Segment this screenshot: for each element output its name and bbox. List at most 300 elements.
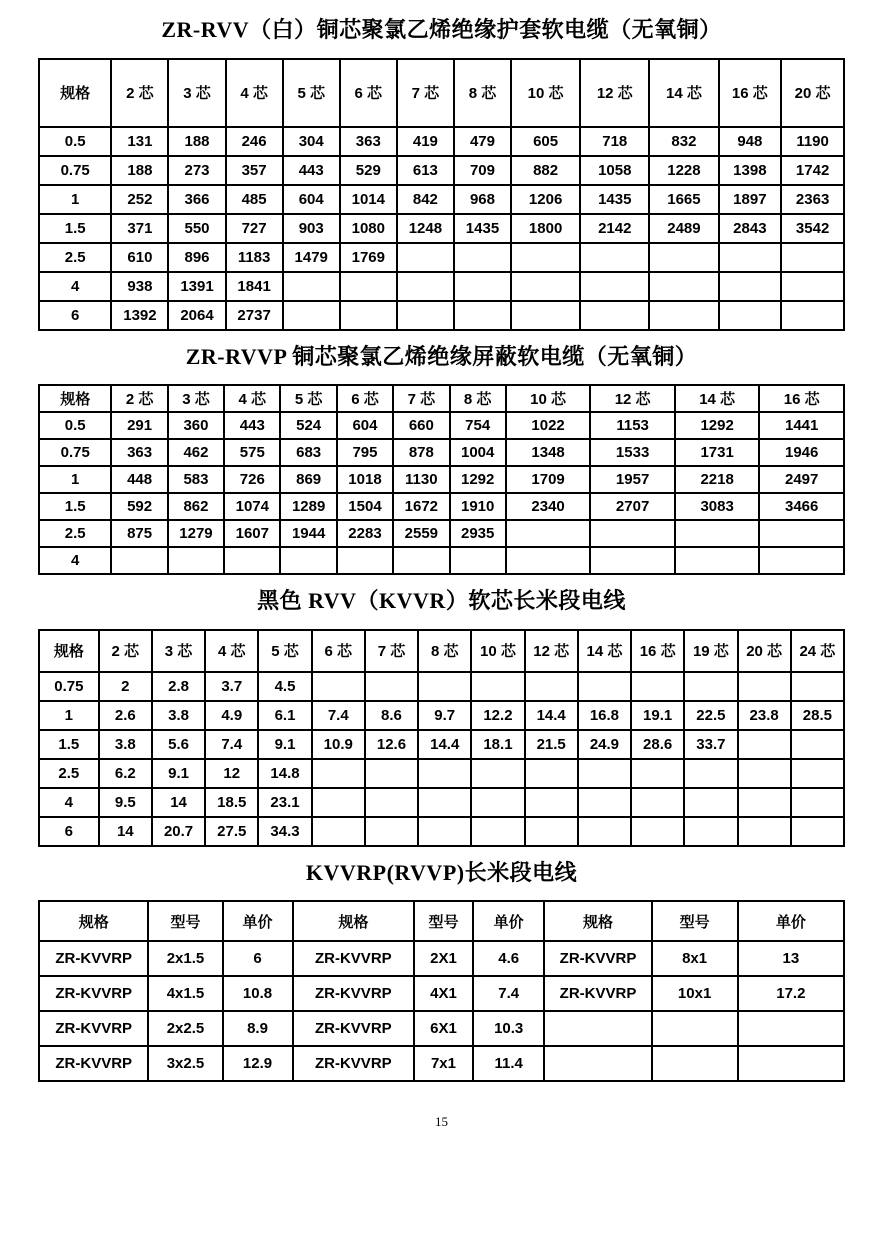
value-cell — [224, 547, 280, 574]
value-cell: 896 — [168, 243, 225, 272]
value-cell: 188 — [111, 156, 168, 185]
value-cell — [397, 272, 454, 301]
value-cell: 7.4 — [205, 730, 258, 759]
column-header: 5 芯 — [258, 630, 311, 672]
value-cell: 1190 — [781, 127, 844, 156]
value-cell — [590, 520, 675, 547]
value-cell: 4.5 — [258, 672, 311, 701]
value-cell: 1130 — [393, 466, 449, 493]
spec-cell: 1 — [39, 701, 99, 730]
value-cell: 14 — [99, 817, 152, 846]
value-cell — [684, 788, 737, 817]
column-header: 4 芯 — [224, 385, 280, 412]
column-header: 2 芯 — [99, 630, 152, 672]
value-cell: 33.7 — [684, 730, 737, 759]
value-cell: 7.4 — [312, 701, 365, 730]
spec-cell: ZR-KVVRP — [39, 1011, 148, 1046]
value-cell: 3.8 — [99, 730, 152, 759]
value-cell — [280, 547, 336, 574]
value-cell: 14.4 — [525, 701, 578, 730]
value-cell — [738, 817, 791, 846]
spec-cell: 0.75 — [39, 439, 111, 466]
column-header: 24 芯 — [791, 630, 844, 672]
column-header: 7 芯 — [397, 59, 454, 127]
value-cell — [719, 243, 782, 272]
column-header: 7 芯 — [393, 385, 449, 412]
value-cell — [168, 547, 224, 574]
value-cell — [791, 672, 844, 701]
value-cell: 291 — [111, 412, 167, 439]
value-cell — [283, 301, 340, 330]
value-cell — [365, 759, 418, 788]
table-row — [39, 788, 844, 817]
table-row — [39, 214, 844, 243]
value-cell: 2.6 — [99, 701, 152, 730]
value-cell — [418, 788, 471, 817]
spec-cell: 4 — [39, 272, 111, 301]
column-header: 14 芯 — [675, 385, 760, 412]
value-cell: 12.2 — [471, 701, 524, 730]
value-cell: 862 — [168, 493, 224, 520]
value-cell: 9.1 — [258, 730, 311, 759]
value-cell: 1292 — [675, 412, 760, 439]
value-cell: 18.1 — [471, 730, 524, 759]
column-header: 5 芯 — [283, 59, 340, 127]
value-cell — [675, 547, 760, 574]
value-cell: 2497 — [759, 466, 844, 493]
column-header: 7 芯 — [365, 630, 418, 672]
value-cell: 2707 — [590, 493, 675, 520]
value-cell: 4.9 — [205, 701, 258, 730]
table-row — [39, 493, 844, 520]
value-cell — [791, 759, 844, 788]
value-cell: 10x1 — [652, 976, 738, 1011]
value-cell — [525, 817, 578, 846]
value-cell — [738, 1011, 844, 1046]
column-header: 6 芯 — [312, 630, 365, 672]
spec-cell: 2.5 — [39, 520, 111, 547]
value-cell — [580, 301, 649, 330]
value-cell: 363 — [111, 439, 167, 466]
column-header: 20 芯 — [781, 59, 844, 127]
value-cell: ZR-KVVRP — [293, 1011, 415, 1046]
value-cell — [397, 243, 454, 272]
spec-cell: 0.5 — [39, 127, 111, 156]
value-cell — [684, 817, 737, 846]
column-header: 12 芯 — [580, 59, 649, 127]
value-cell: 273 — [168, 156, 225, 185]
value-cell — [418, 672, 471, 701]
value-cell: 1665 — [649, 185, 718, 214]
value-cell: 7x1 — [414, 1046, 473, 1081]
table-row — [39, 817, 844, 846]
value-cell: 2935 — [450, 520, 506, 547]
document-page — [38, 16, 845, 1130]
value-cell: 1897 — [719, 185, 782, 214]
value-cell — [544, 1011, 651, 1046]
column-header: 3 芯 — [168, 59, 225, 127]
value-cell: 1289 — [280, 493, 336, 520]
value-cell: 252 — [111, 185, 168, 214]
value-cell — [791, 788, 844, 817]
column-header: 规格 — [39, 385, 111, 412]
spec-cell: 2.5 — [39, 759, 99, 788]
column-header: 16 芯 — [759, 385, 844, 412]
value-cell: 795 — [337, 439, 393, 466]
column-header: 14 芯 — [649, 59, 718, 127]
spec-cell: 1.5 — [39, 493, 111, 520]
value-cell — [365, 817, 418, 846]
value-cell — [738, 788, 791, 817]
value-cell: 709 — [454, 156, 511, 185]
table-row — [39, 156, 844, 185]
value-cell — [791, 817, 844, 846]
header-row — [39, 630, 844, 672]
value-cell: 1504 — [337, 493, 393, 520]
value-cell — [544, 1046, 651, 1081]
value-cell — [631, 759, 684, 788]
column-header: 单价 — [223, 901, 293, 941]
table-row — [39, 185, 844, 214]
table-title: KVVRP(RVVP)长米段电线 — [305, 859, 578, 885]
value-cell: 604 — [283, 185, 340, 214]
value-cell — [738, 759, 791, 788]
table-row — [39, 1011, 844, 1046]
column-header: 6 芯 — [340, 59, 397, 127]
value-cell: 363 — [340, 127, 397, 156]
value-cell: 2559 — [393, 520, 449, 547]
spec-cell: ZR-KVVRP — [39, 976, 148, 1011]
value-cell: 1004 — [450, 439, 506, 466]
value-cell: 9.7 — [418, 701, 471, 730]
value-cell: 2142 — [580, 214, 649, 243]
value-cell: 1014 — [340, 185, 397, 214]
value-cell: 1074 — [224, 493, 280, 520]
value-cell: 550 — [168, 214, 225, 243]
value-cell: 12.6 — [365, 730, 418, 759]
value-cell: 3083 — [675, 493, 760, 520]
value-cell: ZR-KVVRP — [544, 941, 651, 976]
value-cell — [283, 272, 340, 301]
table-row — [39, 976, 844, 1011]
value-cell: 605 — [511, 127, 580, 156]
value-cell — [450, 547, 506, 574]
value-cell: 12.9 — [223, 1046, 293, 1081]
value-cell — [393, 547, 449, 574]
value-cell: 2x2.5 — [148, 1011, 222, 1046]
value-cell: 360 — [168, 412, 224, 439]
spec-cell: 4 — [39, 547, 111, 574]
value-cell — [511, 243, 580, 272]
value-cell — [471, 788, 524, 817]
table-row — [39, 466, 844, 493]
value-cell: 2489 — [649, 214, 718, 243]
column-header: 型号 — [414, 901, 473, 941]
value-cell: 1348 — [506, 439, 591, 466]
value-cell: 462 — [168, 439, 224, 466]
value-cell — [631, 672, 684, 701]
value-cell: 4.6 — [473, 941, 545, 976]
value-cell: 21.5 — [525, 730, 578, 759]
value-cell — [511, 272, 580, 301]
value-cell — [684, 672, 737, 701]
column-header: 3 芯 — [152, 630, 205, 672]
value-cell: 24.9 — [578, 730, 631, 759]
table-title: ZR-RVVP 铜芯聚氯乙烯绝缘屏蔽软电缆（无氧铜） — [185, 343, 698, 369]
column-header: 规格 — [39, 630, 99, 672]
column-header: 规格 — [293, 901, 415, 941]
value-cell — [365, 672, 418, 701]
value-cell — [781, 301, 844, 330]
value-cell: 10.8 — [223, 976, 293, 1011]
value-cell: 1479 — [283, 243, 340, 272]
value-cell — [781, 243, 844, 272]
value-cell: 948 — [719, 127, 782, 156]
value-cell: 754 — [450, 412, 506, 439]
table-row — [39, 127, 844, 156]
value-cell — [471, 759, 524, 788]
value-cell: 448 — [111, 466, 167, 493]
value-cell: 1292 — [450, 466, 506, 493]
table-row — [39, 759, 844, 788]
value-cell: 443 — [283, 156, 340, 185]
table-row — [39, 272, 844, 301]
spec-cell: ZR-KVVRP — [39, 1046, 148, 1081]
section-kvvrp — [38, 859, 845, 1083]
value-cell: 9.5 — [99, 788, 152, 817]
value-cell — [525, 788, 578, 817]
table-row — [39, 701, 844, 730]
value-cell: 878 — [393, 439, 449, 466]
value-cell: 8x1 — [652, 941, 738, 976]
column-header: 16 芯 — [719, 59, 782, 127]
value-cell: 1742 — [781, 156, 844, 185]
column-header: 6 芯 — [337, 385, 393, 412]
value-cell: 6.2 — [99, 759, 152, 788]
value-cell — [719, 301, 782, 330]
value-cell: 3.7 — [205, 672, 258, 701]
table-row — [39, 412, 844, 439]
value-cell: ZR-KVVRP — [293, 1046, 415, 1081]
value-cell: 903 — [283, 214, 340, 243]
value-cell: 2 — [99, 672, 152, 701]
value-cell: 419 — [397, 127, 454, 156]
value-cell: 583 — [168, 466, 224, 493]
column-header: 14 芯 — [578, 630, 631, 672]
table-row — [39, 730, 844, 759]
value-cell — [312, 788, 365, 817]
column-header: 单价 — [738, 901, 844, 941]
value-cell: 479 — [454, 127, 511, 156]
value-cell: 9.1 — [152, 759, 205, 788]
value-cell: 304 — [283, 127, 340, 156]
value-cell: 1607 — [224, 520, 280, 547]
value-cell: 1910 — [450, 493, 506, 520]
value-cell — [312, 672, 365, 701]
value-cell: 718 — [580, 127, 649, 156]
column-header: 12 芯 — [590, 385, 675, 412]
value-cell: 1279 — [168, 520, 224, 547]
value-cell: 832 — [649, 127, 718, 156]
value-cell — [525, 759, 578, 788]
value-cell: 727 — [226, 214, 283, 243]
value-cell: 34.3 — [258, 817, 311, 846]
value-cell: 14.8 — [258, 759, 311, 788]
value-cell: 869 — [280, 466, 336, 493]
value-cell: 20.7 — [152, 817, 205, 846]
column-header: 单价 — [473, 901, 545, 941]
value-cell: 604 — [337, 412, 393, 439]
value-cell: 613 — [397, 156, 454, 185]
value-cell — [580, 272, 649, 301]
value-cell: ZR-KVVRP — [293, 941, 415, 976]
table-row — [39, 301, 844, 330]
value-cell — [759, 547, 844, 574]
value-cell: 842 — [397, 185, 454, 214]
column-header: 2 芯 — [111, 59, 168, 127]
value-cell — [675, 520, 760, 547]
value-cell: 2737 — [226, 301, 283, 330]
value-cell: 3542 — [781, 214, 844, 243]
value-cell: 6 — [223, 941, 293, 976]
column-header: 16 芯 — [631, 630, 684, 672]
value-cell — [578, 672, 631, 701]
value-cell: 2x1.5 — [148, 941, 222, 976]
value-cell: ZR-KVVRP — [293, 976, 415, 1011]
table-row — [39, 520, 844, 547]
value-cell — [684, 759, 737, 788]
column-header: 3 芯 — [168, 385, 224, 412]
value-cell: 1183 — [226, 243, 283, 272]
value-cell: 1391 — [168, 272, 225, 301]
value-cell: 22.5 — [684, 701, 737, 730]
table-row — [39, 547, 844, 574]
value-cell: 1022 — [506, 412, 591, 439]
value-cell: 23.8 — [738, 701, 791, 730]
value-cell — [578, 759, 631, 788]
header-row — [39, 385, 844, 412]
value-cell — [631, 817, 684, 846]
page-number: 15 — [435, 1114, 448, 1129]
value-cell: 726 — [224, 466, 280, 493]
value-cell: 2340 — [506, 493, 591, 520]
value-cell: 1957 — [590, 466, 675, 493]
value-cell — [652, 1046, 738, 1081]
value-cell: 1731 — [675, 439, 760, 466]
table-title: ZR-RVV（白）铜芯聚氯乙烯绝缘护套软电缆（无氧铜） — [161, 17, 722, 42]
value-cell: 19.1 — [631, 701, 684, 730]
value-cell — [580, 243, 649, 272]
value-cell: 11.4 — [473, 1046, 545, 1081]
value-cell: 882 — [511, 156, 580, 185]
value-cell: 1769 — [340, 243, 397, 272]
table-row — [39, 941, 844, 976]
value-cell — [590, 547, 675, 574]
spec-cell: 2.5 — [39, 243, 111, 272]
section-zr-rvv — [38, 16, 845, 331]
spec-cell: 0.5 — [39, 412, 111, 439]
value-cell: 366 — [168, 185, 225, 214]
value-cell: 18.5 — [205, 788, 258, 817]
column-header: 4 芯 — [205, 630, 258, 672]
value-cell: 575 — [224, 439, 280, 466]
value-cell: 1080 — [340, 214, 397, 243]
spec-cell: 1 — [39, 466, 111, 493]
value-cell: 16.8 — [578, 701, 631, 730]
value-cell: 529 — [340, 156, 397, 185]
value-cell: 2.8 — [152, 672, 205, 701]
value-cell: 3x2.5 — [148, 1046, 222, 1081]
value-cell: 131 — [111, 127, 168, 156]
value-cell: 2218 — [675, 466, 760, 493]
value-cell — [454, 272, 511, 301]
value-cell — [340, 272, 397, 301]
value-cell — [781, 272, 844, 301]
value-cell — [454, 301, 511, 330]
value-cell: 875 — [111, 520, 167, 547]
column-header: 型号 — [652, 901, 738, 941]
value-cell: 188 — [168, 127, 225, 156]
value-cell: 7.4 — [473, 976, 545, 1011]
value-cell: 357 — [226, 156, 283, 185]
value-cell: 443 — [224, 412, 280, 439]
table-row — [39, 672, 844, 701]
value-cell — [471, 672, 524, 701]
value-cell — [719, 272, 782, 301]
column-header: 10 芯 — [471, 630, 524, 672]
value-cell: 14.4 — [418, 730, 471, 759]
value-cell — [397, 301, 454, 330]
value-cell — [511, 301, 580, 330]
spec-cell: 0.75 — [39, 672, 99, 701]
value-cell: 8.6 — [365, 701, 418, 730]
column-header: 12 芯 — [525, 630, 578, 672]
value-cell — [506, 547, 591, 574]
spec-cell: 0.75 — [39, 156, 111, 185]
value-cell — [738, 730, 791, 759]
value-cell — [791, 730, 844, 759]
value-cell: 524 — [280, 412, 336, 439]
spec-cell: 1.5 — [39, 214, 111, 243]
value-cell: 2363 — [781, 185, 844, 214]
value-cell: 1206 — [511, 185, 580, 214]
value-cell: 3.8 — [152, 701, 205, 730]
value-cell — [418, 759, 471, 788]
column-header: 8 芯 — [450, 385, 506, 412]
value-cell — [312, 817, 365, 846]
value-cell: 1672 — [393, 493, 449, 520]
value-cell: 23.1 — [258, 788, 311, 817]
value-cell — [111, 547, 167, 574]
value-cell: 1944 — [280, 520, 336, 547]
spec-cell: ZR-KVVRP — [39, 941, 148, 976]
value-cell — [454, 243, 511, 272]
value-cell — [649, 301, 718, 330]
spec-cell: 1 — [39, 185, 111, 214]
value-cell: 1153 — [590, 412, 675, 439]
value-cell — [418, 817, 471, 846]
value-cell — [525, 672, 578, 701]
table-row — [39, 243, 844, 272]
value-cell — [738, 1046, 844, 1081]
value-cell — [365, 788, 418, 817]
value-cell: 1946 — [759, 439, 844, 466]
value-cell: 938 — [111, 272, 168, 301]
value-cell — [312, 759, 365, 788]
value-cell: 371 — [111, 214, 168, 243]
value-cell: 10.3 — [473, 1011, 545, 1046]
value-cell: 1533 — [590, 439, 675, 466]
